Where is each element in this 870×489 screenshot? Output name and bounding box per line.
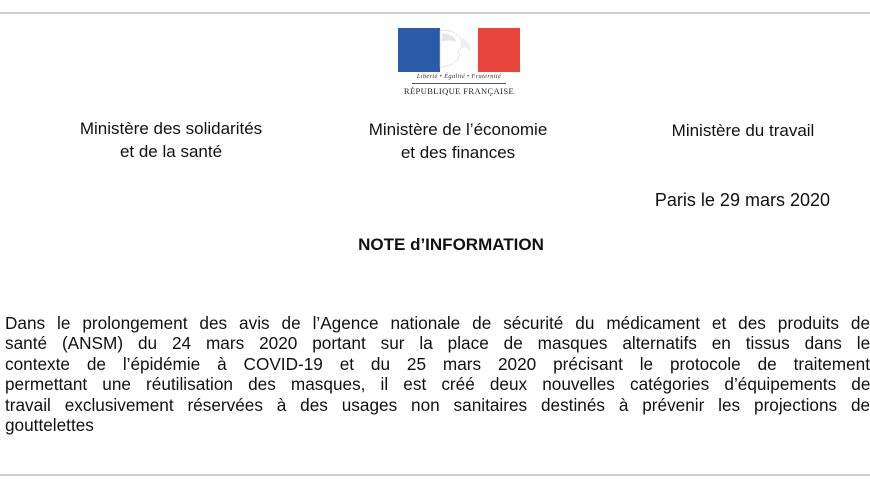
body-line: contexte de l’épidémie à COVID-19 et du 25 mars 2020 précisant le protocole de traitement xyxy=(5,353,870,374)
body-line: permettant une réutilisation des masques, il est créé deux nouvelles catégories d’équipements de xyxy=(5,374,870,395)
body-line: santé (ANSM) du 24 mars 2020 portant sur la place de masques alternatifs en tissus dans le xyxy=(5,333,870,354)
body-line: Dans le prolongement des avis de l’Agence nationale de sécurité du médicament et des produits de xyxy=(5,313,870,333)
logo-rule xyxy=(412,83,506,84)
republic-motto: Liberté • Égalité • Fraternité xyxy=(416,73,502,80)
marianne-flag-icon xyxy=(398,28,520,72)
ministry-labour-line-1: Ministère du travail xyxy=(671,121,815,140)
ministry-labour xyxy=(640,119,846,142)
marianne-logo xyxy=(398,28,520,104)
scan-edge-top xyxy=(0,12,870,14)
ministry-economy xyxy=(338,118,578,164)
ministry-economy-line-1: Ministère de l’économie xyxy=(368,120,548,139)
document-title: NOTE d’INFORMATION xyxy=(358,235,544,254)
body-line: gouttelettes xyxy=(5,415,94,436)
ministry-health xyxy=(50,117,292,163)
ministry-economy-line-2: et des finances xyxy=(400,143,516,162)
document-date: Paris le 29 mars 2020 xyxy=(654,190,830,210)
body-line: travail exclusivement réservées à des usages non sanitaires destinés à prévenir les projections de xyxy=(5,394,870,415)
body-paragraph xyxy=(5,313,870,435)
republique-francaise-label: RÉPUBLIQUE FRANÇAISE xyxy=(403,86,515,96)
ministry-health-line-2: et de la santé xyxy=(119,142,223,161)
ministry-health-line-1: Ministère des solidarités xyxy=(79,119,263,138)
scan-edge-bottom xyxy=(0,474,870,476)
